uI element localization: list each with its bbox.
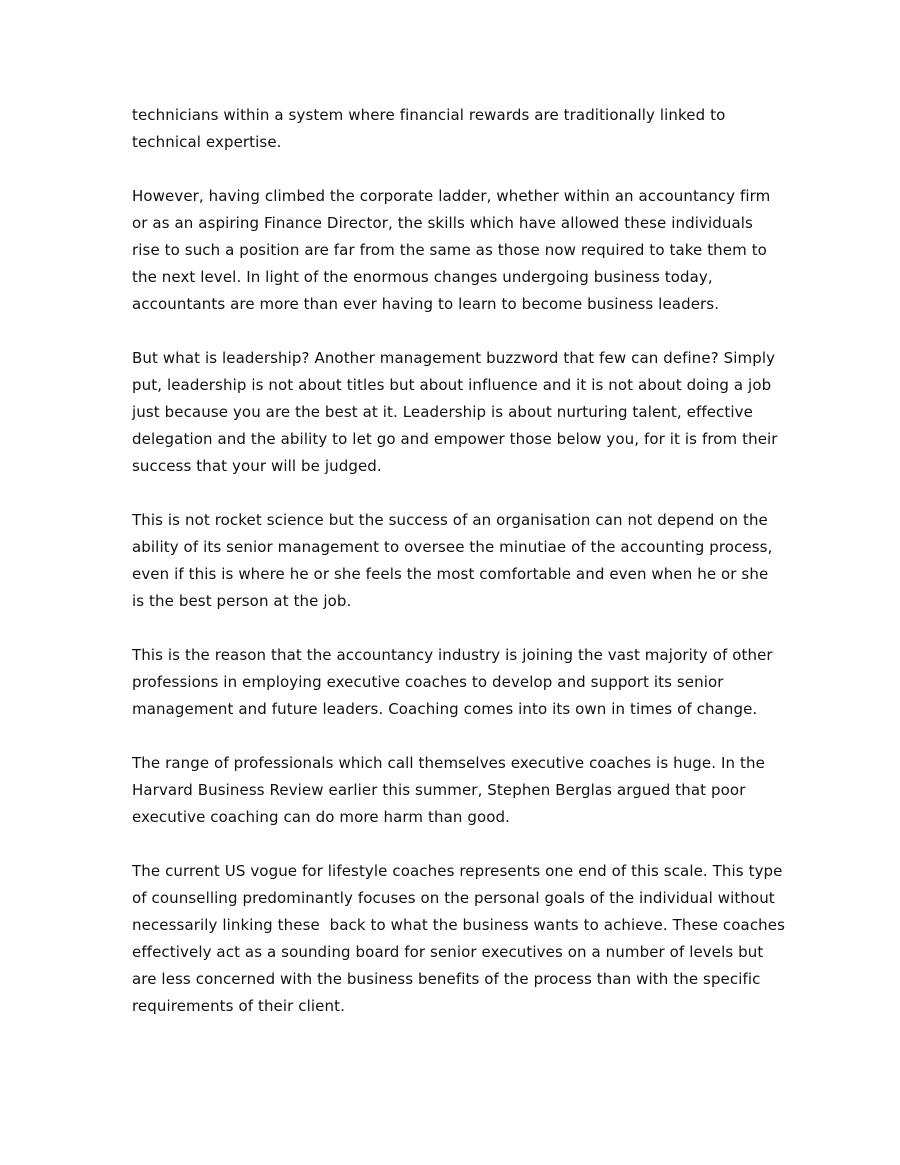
text-line: effectively act as a sounding board for senior executives on a number of levels but — [132, 943, 764, 961]
paragraph — [132, 858, 786, 1020]
text-line: technical expertise. — [132, 133, 282, 151]
text-line: executive coaching can do more harm than good. — [132, 808, 511, 826]
text-line: The range of professionals which call themselves executive coaches is huge. In the — [132, 754, 765, 772]
text-line: put, leadership is not about titles but about influence and it is not about doing a job — [132, 376, 772, 394]
text-line: This is not rocket science but the success of an organisation can not depend on the — [132, 511, 768, 529]
text-line: This is the reason that the accountancy industry is joining the vast majority of other — [132, 646, 773, 664]
text-line: However, having climbed the corporate ladder, whether within an accountancy firm — [132, 187, 771, 205]
text-line: is the best person at the job. — [132, 592, 352, 610]
text-line: professions in employing executive coaches to develop and support its senior — [132, 673, 724, 691]
paragraph — [132, 183, 782, 318]
text-line: technicians within a system where financial rewards are traditionally linked to — [132, 106, 726, 124]
document-body — [132, 102, 786, 1047]
text-line: requirements of their client. — [132, 997, 345, 1015]
text-line: rise to such a position are far from the same as those now required to take them to — [132, 241, 767, 259]
text-line: necessarily linking these back to what the business wants to achieve. These coaches — [132, 916, 786, 934]
text-line: But what is leadership? Another management buzzword that few can define? Simply — [132, 349, 776, 367]
text-line: ability of its senior management to oversee the minutiae of the accounting process, — [132, 538, 773, 556]
text-line: are less concerned with the business benefits of the process than with the specific — [132, 970, 761, 988]
text-line: even if this is where he or she feels the most comfortable and even when he or she — [132, 565, 769, 583]
text-line: the next level. In light of the enormous changes undergoing business today, — [132, 268, 713, 286]
text-line: of counselling predominantly focuses on the personal goals of the individual without — [132, 889, 775, 907]
paragraph — [132, 345, 782, 480]
text-line: just because you are the best at it. Leadership is about nurturing talent, effective — [132, 403, 753, 421]
text-line: Harvard Business Review earlier this summer, Stephen Berglas argued that poor — [132, 781, 746, 799]
paragraph — [132, 642, 782, 723]
text-line: accountants are more than ever having to learn to become business leaders. — [132, 295, 720, 313]
paragraph — [132, 102, 782, 156]
paragraph — [132, 507, 782, 615]
text-line: delegation and the ability to let go and empower those below you, for it is from their — [132, 430, 778, 448]
text-line: management and future leaders. Coaching comes into its own in times of change. — [132, 700, 758, 718]
text-line: or as an aspiring Finance Director, the skills which have allowed these individuals — [132, 214, 753, 232]
text-line: The current US vogue for lifestyle coaches represents one end of this scale. This type — [132, 862, 783, 880]
text-line: success that your will be judged. — [132, 457, 382, 475]
paragraph — [132, 750, 782, 831]
